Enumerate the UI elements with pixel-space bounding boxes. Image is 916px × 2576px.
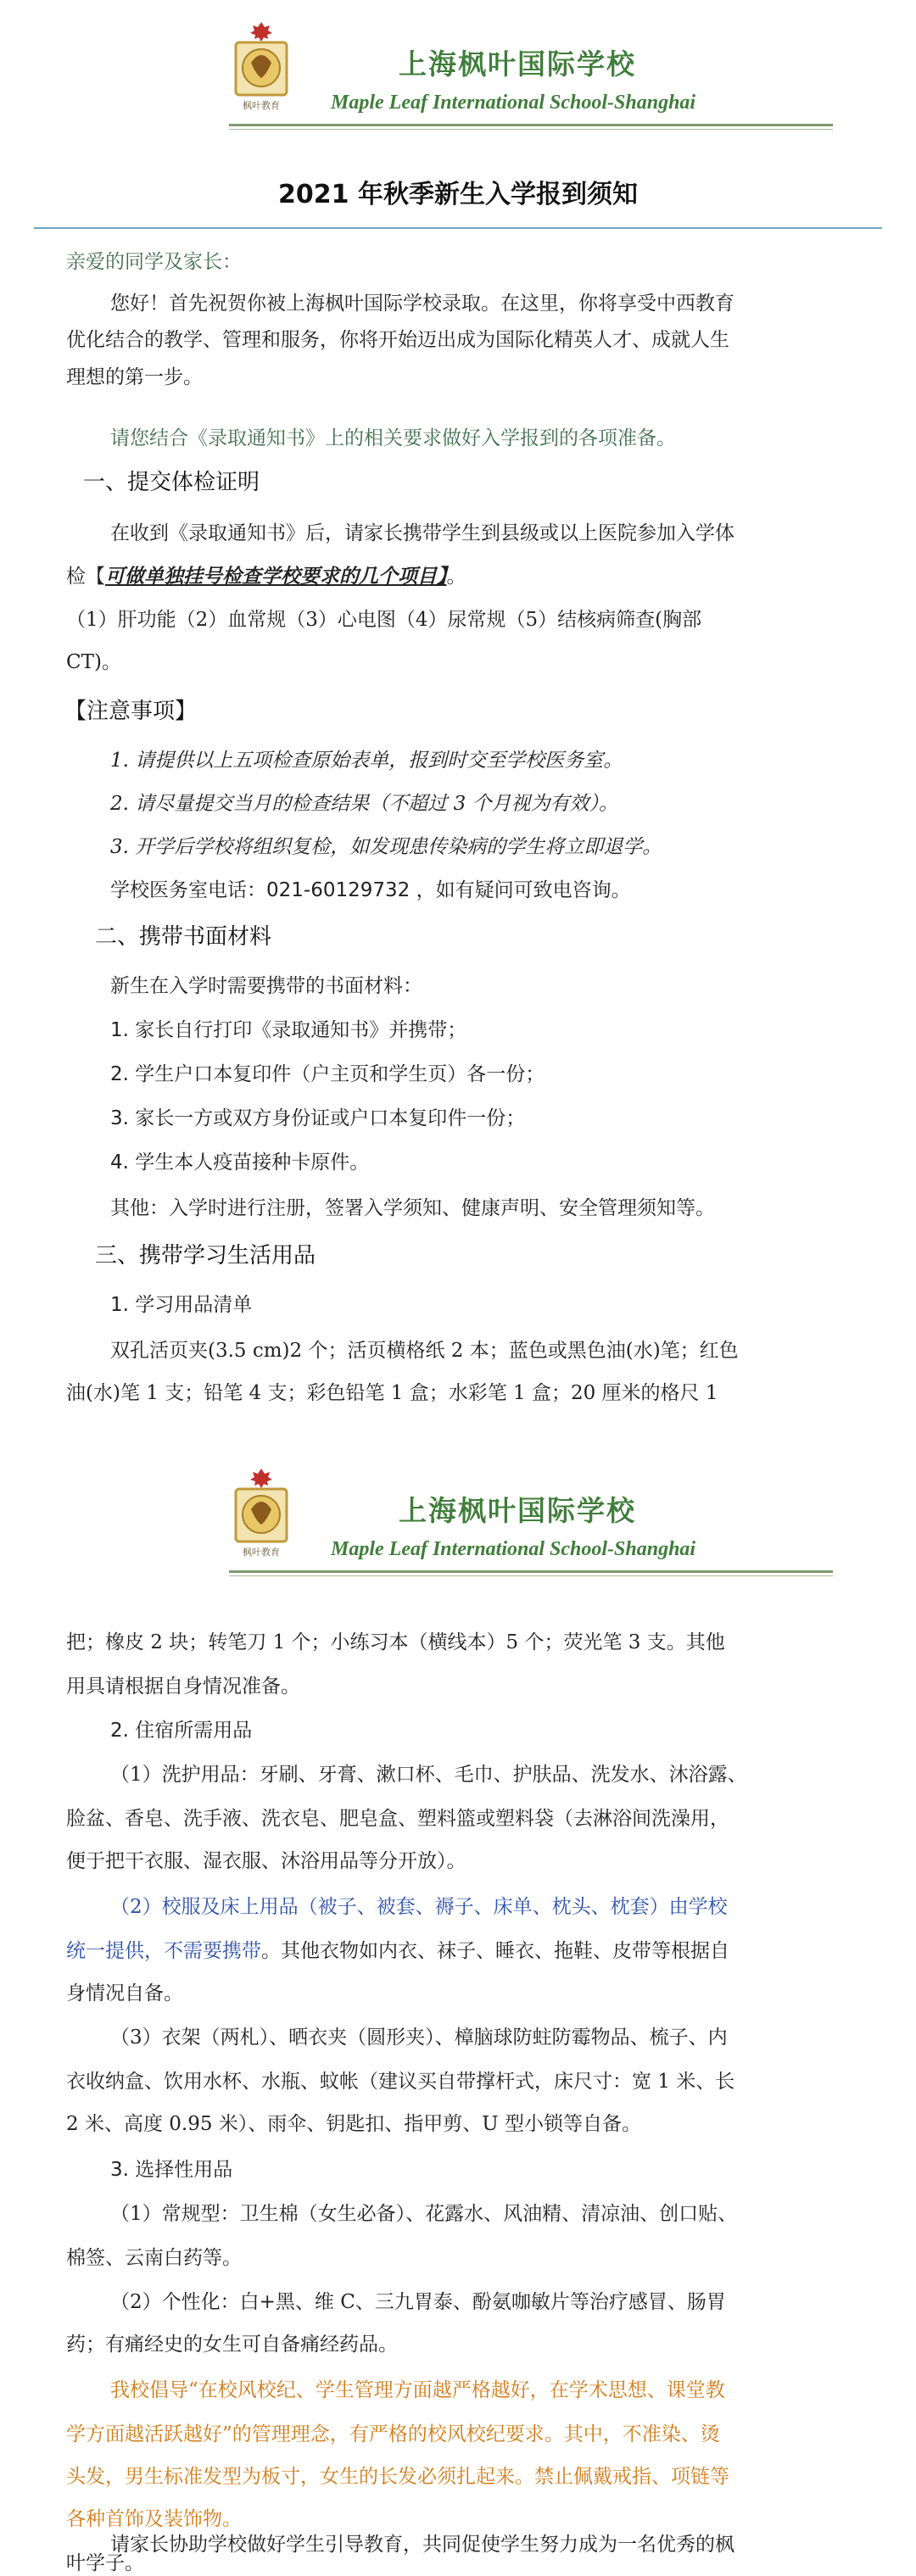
section-heading-medical: 一、提交体检证明	[83, 470, 260, 495]
closing-line: 请家长协助学校做好学生引导教育，共同促使学生努力成为一名优秀的枫	[110, 2534, 734, 2556]
intro-paragraph-line: 理想的第一步。	[66, 366, 203, 388]
uniform-bedding-highlight: （2）校服及床上用品（被子、被套、褥子、床单、枕头、枕套）由学校	[110, 1896, 728, 1918]
uniform-bedding-line: 统一提供，不需要携带。其他衣物如内衣、袜子、睡衣、拖鞋、皮带等根据自	[66, 1940, 729, 1962]
notice-heading: 【注意事项】	[64, 699, 198, 724]
school-crest-logo-icon	[227, 1467, 295, 1562]
document-page-2	[0, 1408, 916, 2576]
study-supplies-line: 用具请根据自身情况准备。	[66, 1676, 300, 1698]
intro-instruction: 请您结合《录取通知书》上的相关要求做好入学报到的各项准备。	[110, 427, 676, 449]
medical-text-line: 检【可做单独挂号检查学校要求的几个项目】。	[66, 565, 466, 588]
medical-requirement-note: 可做单独挂号检查学校要求的几个项目】	[105, 565, 447, 588]
dorm-supplies-line: 脸盆、香皂、洗手液、洗衣皂、肥皂盒、塑料篮或塑料袋（去淋浴间洗澡用，	[66, 1808, 729, 1830]
optional-supplies-line: （2）个性化：白+黑、维 C、三九胃泰、酚氨咖敏片等治疗感冒、肠胃	[110, 2291, 726, 2313]
letterhead	[0, 0, 916, 136]
letterhead	[0, 1447, 916, 1582]
study-supplies-line: 把；橡皮 2 块；转笔刀 1 个；小练习本（横线本）5 个；荧光笔 3 支。其他	[66, 1631, 725, 1653]
uniform-bedding-line: 身情况自备。	[66, 1982, 183, 2004]
medical-items-line: CT)。	[66, 651, 121, 673]
letterhead-rule	[229, 1570, 833, 1573]
optional-supplies-line: （1）常规型：卫生棉（女生必备）、花露水、风油精、清凉油、创口贴、	[110, 2203, 738, 2225]
intro-paragraph-line: 优化结合的教学、管理和服务，你将开始迈出成为国际化精英人才、成就人生	[66, 329, 729, 351]
documents-item: 3. 家长一方或双方身份证或户口本复印件一份；	[110, 1107, 526, 1129]
dorm-misc-line: （3）衣架（两札）、晒衣夹（圆形夹）、樟脑球防蛀防霉物品、梳子、内	[110, 2027, 728, 2049]
subheading-optional-supplies: 3. 选择性用品	[110, 2159, 233, 2181]
dorm-supplies-line: （1）洗护用品：牙刷、牙膏、漱口杯、毛巾、护肤品、洗发水、沐浴露、	[110, 1764, 747, 1786]
section-heading-supplies: 三、携带学习生活用品	[95, 1243, 316, 1268]
svg-text:枫叶教育: 枫叶教育	[243, 100, 280, 111]
dorm-misc-line: 2 米、高度 0.95 米）、雨伞、钥匙扣、指甲剪、U 型小锁等自备。	[66, 2113, 641, 2135]
dorm-misc-line: 衣收纳盒、饮用水杯、水瓶、蚊帐（建议买自带撑杆式，床尺寸：宽 1 米、长	[66, 2071, 735, 2093]
documents-item: 4. 学生本人疫苗接种卡原件。	[110, 1151, 370, 1174]
notice-item: 2. 请尽量提交当月的检查结果（不超过 3 个月视为有效）。	[110, 793, 619, 815]
title-separator	[34, 227, 882, 229]
optional-supplies-line: 棉签、云南白药等。	[66, 2247, 242, 2269]
subheading-study-supplies: 1. 学习用品清单	[110, 1294, 253, 1316]
documents-other: 其他：入学时进行注册，签署入学须知、健康声明、安全管理须知等。	[110, 1197, 715, 1219]
school-policy-line: 头发，男生标准发型为板寸，女生的长发必须扎起来。禁止佩戴戒指、项链等	[66, 2466, 729, 2488]
school-name-en: Maple Leaf International School-Shanghai	[331, 1538, 696, 1560]
medical-office-phone: 学校医务室电话：021-60129732 ，如有疑问可致电咨询。	[110, 879, 631, 901]
study-supplies-line: 油(水)笔 1 支；铅笔 4 支；彩色铅笔 1 盒；水彩笔 1 盒；20 厘米的格尺 1	[66, 1382, 718, 1404]
documents-intro: 新生在入学时需要携带的书面材料：	[110, 975, 422, 997]
school-name-cn: 上海枫叶国际学校	[399, 47, 636, 81]
letterhead-rule-thin	[229, 1575, 833, 1576]
letterhead-rule	[229, 124, 833, 126]
page-title: 2021 年秋季新生入学报到须知	[278, 180, 638, 209]
greeting: 亲爱的同学及家长：	[66, 251, 242, 273]
svg-text:枫叶教育: 枫叶教育	[243, 1547, 280, 1558]
intro-paragraph-line: 您好！首先祝贺你被上海枫叶国际学校录取。在这里，你将享受中西教育	[110, 293, 734, 315]
study-supplies-line: 双孔活页夹(3.5 cm)2 个；活页横格纸 2 本；蓝色或黑色油(水)笔；红色	[110, 1340, 739, 1362]
notice-item: 1. 请提供以上五项检查原始表单，报到时交至学校医务室。	[110, 750, 623, 772]
school-crest-logo-icon	[227, 20, 295, 115]
documents-item: 2. 学生户口本复印件（户主页和学生页）各一份；	[110, 1063, 545, 1085]
medical-items-line: （1）肝功能（2）血常规（3）心电图（4）尿常规（5）结核病筛查(胸部	[66, 609, 702, 631]
notice-item: 3. 开学后学校将组织复检，如发现患传染病的学生将立即退学。	[110, 836, 662, 858]
optional-supplies-line: 药；有痛经史的女生可自备痛经药品。	[66, 2333, 398, 2356]
school-policy-line: 学方面越活跃越好”的管理理念，有严格的校风校纪要求。其中，不准染、烫	[66, 2423, 720, 2445]
school-policy-line: 我校倡导“在校风校纪、学生管理方面越严格越好，在学术思想、课堂教	[110, 2379, 725, 2401]
school-name-cn: 上海枫叶国际学校	[399, 1494, 636, 1527]
section-heading-documents: 二、携带书面材料	[95, 924, 272, 950]
school-policy-line: 各种首饰及装饰物。	[66, 2508, 242, 2530]
medical-text-line: 在收到《录取通知书》后，请家长携带学生到县级或以上医院参加入学体	[110, 522, 734, 544]
documents-item: 1. 家长自行打印《录取通知书》并携带；	[110, 1019, 467, 1041]
subheading-dorm-supplies: 2. 住宿所需用品	[110, 1720, 253, 1742]
dorm-supplies-line: 便于把干衣服、湿衣服、沐浴用品等分开放）。	[66, 1850, 466, 1872]
closing-line: 叶学子。	[66, 2552, 144, 2574]
school-name-en: Maple Leaf International School-Shanghai	[331, 92, 696, 114]
letterhead-rule-thin	[229, 129, 833, 130]
